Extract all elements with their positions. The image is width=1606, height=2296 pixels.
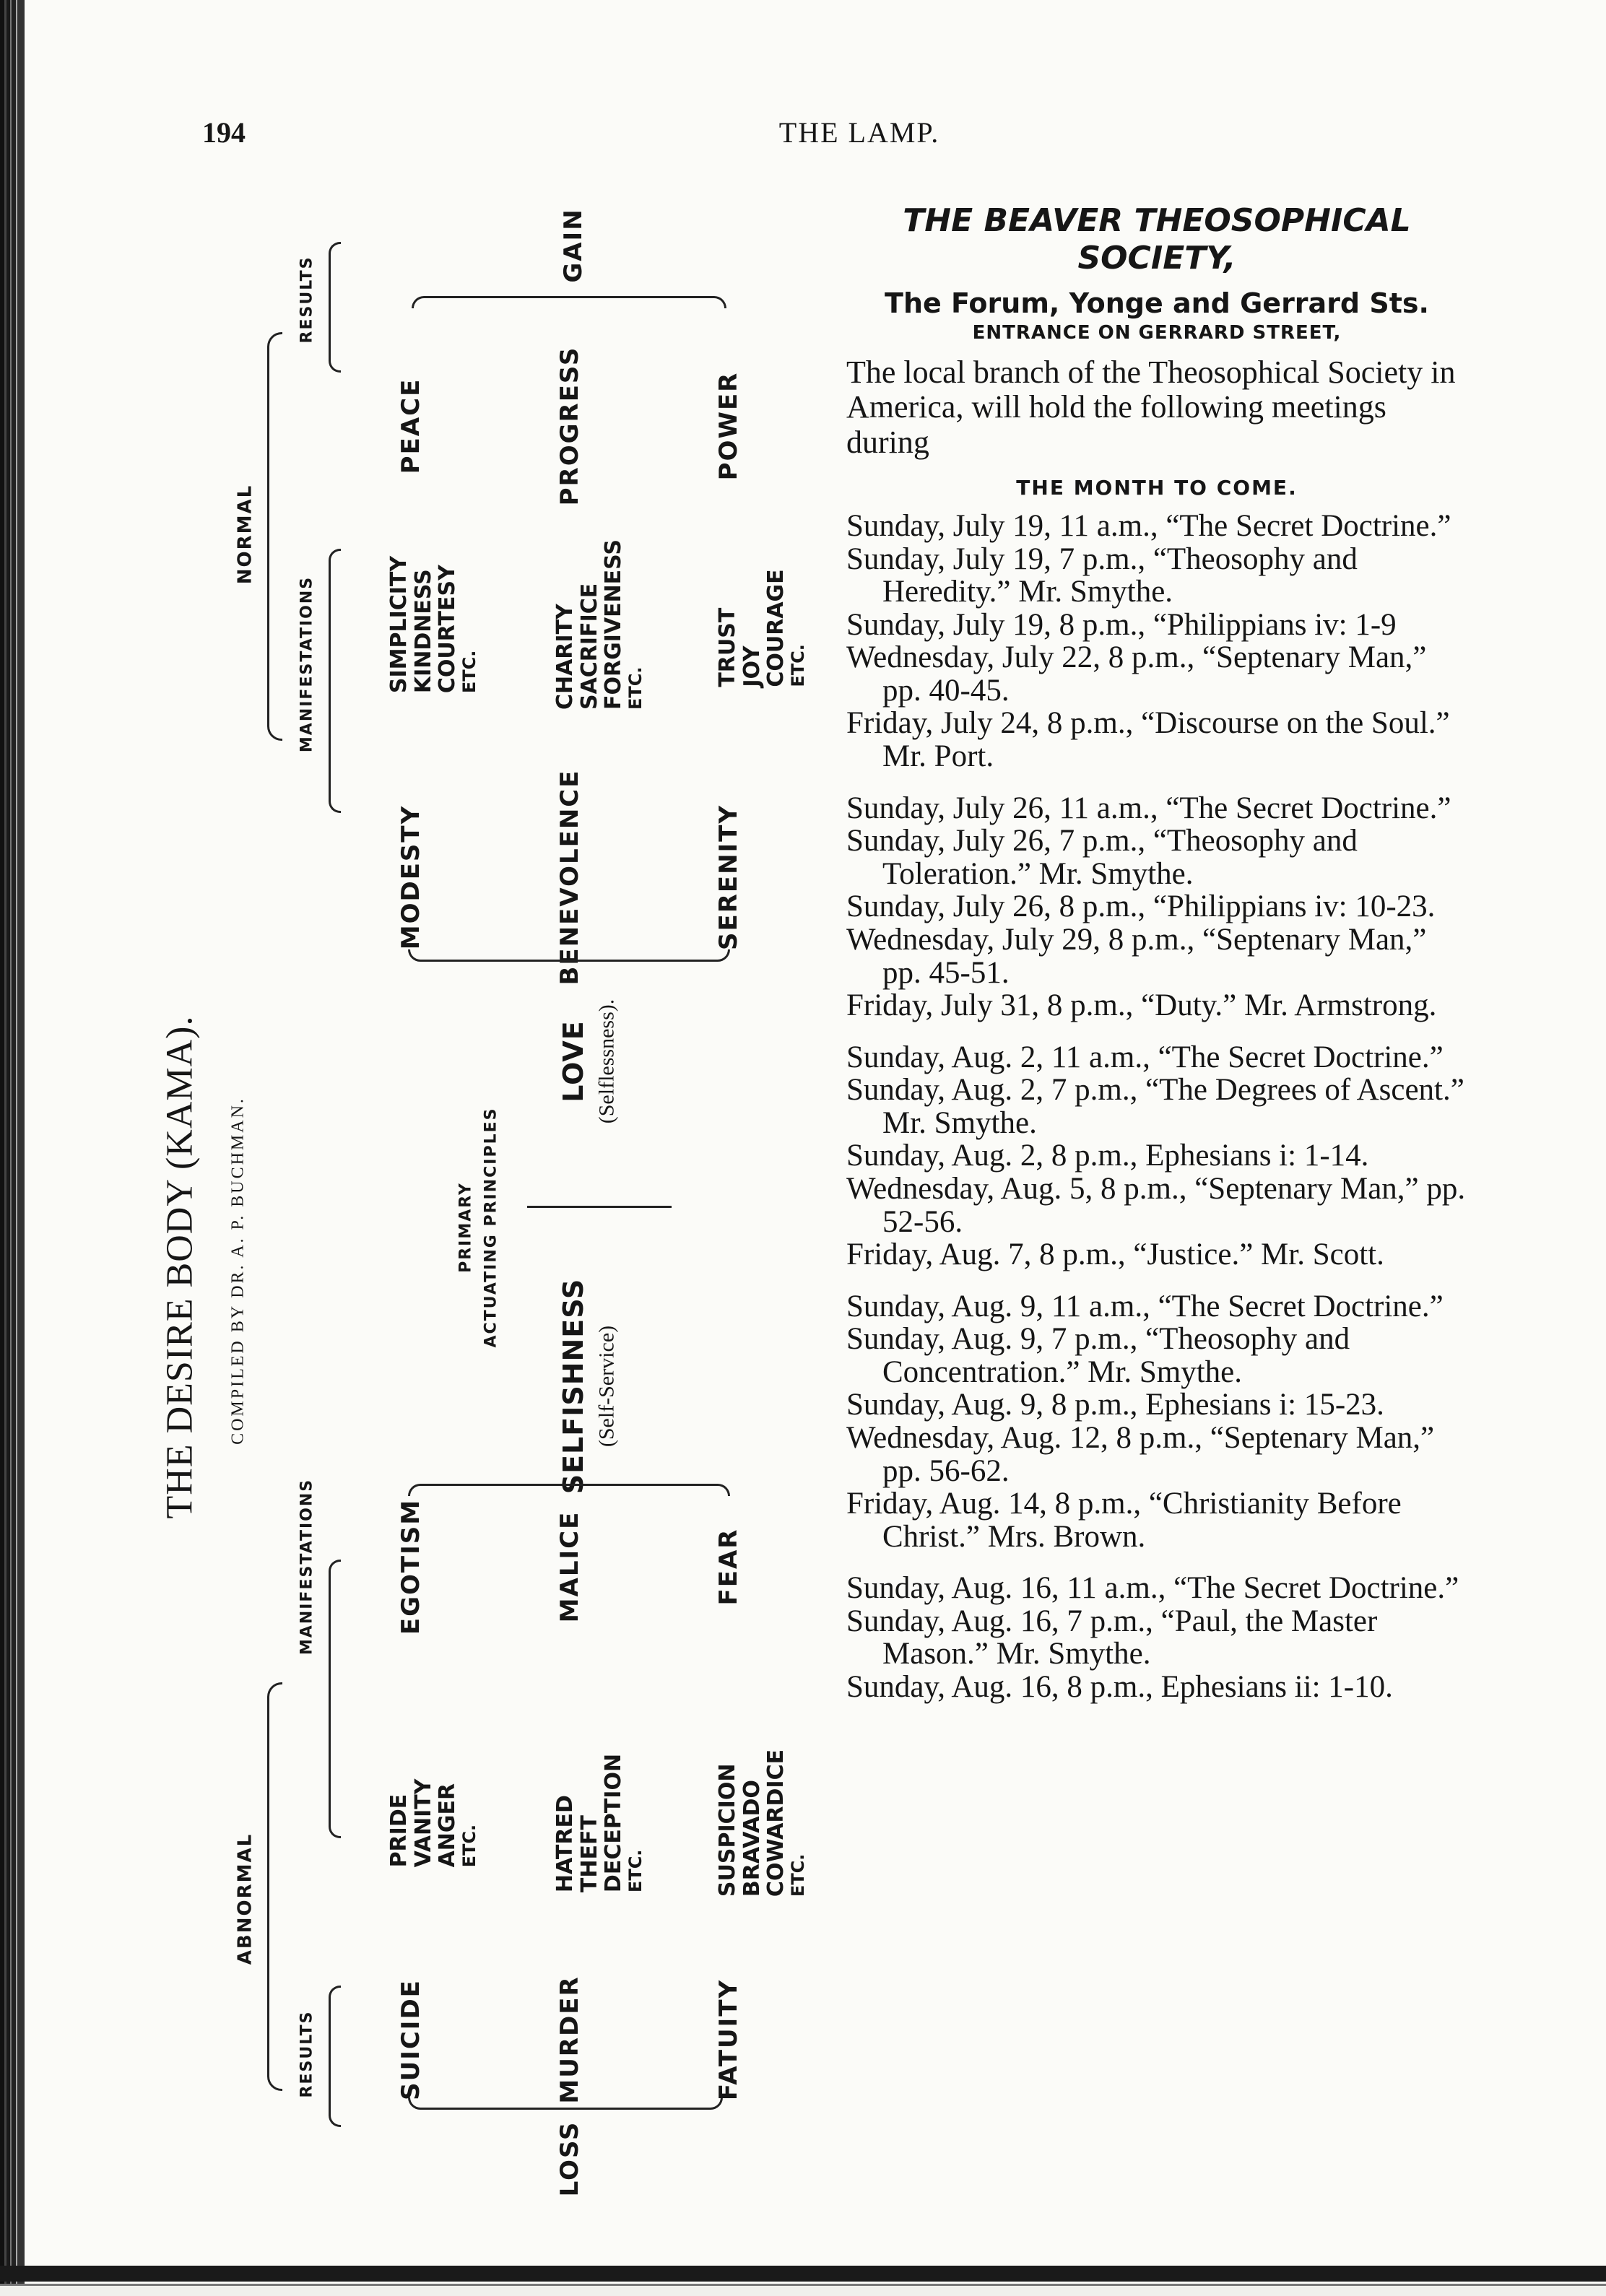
- abnormal-brace: [267, 1682, 282, 2091]
- virtues-brace: [408, 949, 730, 962]
- list-pride: [387, 1779, 479, 1868]
- bottom-rule: [0, 2266, 1606, 2282]
- selfishness-sub: (Self-Service): [594, 1325, 619, 1448]
- normal-manifestations-label: MANIFESTATIONS: [298, 575, 316, 753]
- diagram-title: THE DESIRE BODY (KAMA).: [159, 1015, 201, 1519]
- list-trust: [716, 569, 808, 687]
- item-etc: ETC.: [459, 1824, 479, 1868]
- result-peace: PEACE: [396, 378, 426, 474]
- meeting-entry: Sunday, July 19, 8 p.m., “Philippians iv: 1-9: [846, 607, 1397, 642]
- abnormal-results-label: RESULTS: [298, 2010, 316, 2098]
- diagram-credit: COMPILED BY DR. A. P. BUCHMAN.: [228, 1097, 248, 1445]
- society-name: THE BEAVER THEOSOPHICAL SOCIETY,: [903, 202, 1411, 277]
- list-suspicion: [716, 1749, 808, 1897]
- list-charity: [553, 539, 646, 710]
- meeting-entry: Sunday, July 26, 8 p.m., “Philippians iv: 10-23.: [846, 890, 1436, 924]
- intro-text: The local branch of the Theosophical Society in America, will hold the following meetings during: [846, 354, 1456, 460]
- item-pride: PRIDE: [386, 1793, 412, 1868]
- item-bravado: BRAVADO: [739, 1780, 765, 1897]
- meeting-entry: Sunday, July 26, 11 a.m., “The Secret Doctrine.”: [846, 791, 1451, 825]
- month-heading: THE MONTH TO COME.: [1016, 475, 1298, 500]
- item-etc: ETC.: [625, 666, 646, 710]
- meeting-entry: Sunday, Aug. 9, 8 p.m., Ephesians i: 15-23.: [846, 1388, 1384, 1422]
- abnormal-manifestations-label: MANIFESTATIONS: [298, 1478, 316, 1656]
- item-courtesy: COURTESY: [435, 565, 461, 694]
- item-forgiveness: FORGIVENESS: [601, 539, 627, 710]
- meeting-entry: Sunday, July 26, 7 p.m., “Theosophy and Toleration.” Mr. Smythe.: [846, 824, 1358, 891]
- abnormal-results-brace: [329, 1986, 341, 2127]
- loss-label: LOSS: [555, 2121, 585, 2197]
- meeting-entry: Sunday, Aug. 2, 7 p.m., “The Degrees of Ascent.” Mr. Smythe.: [846, 1073, 1464, 1140]
- meeting-entry: Sunday, Aug. 16, 8 p.m., Ephesians ii: 1-10.: [846, 1670, 1393, 1705]
- meeting-entry: Friday, July 31, 8 p.m., “Duty.” Mr. Armstrong.: [846, 988, 1437, 1023]
- item-theft: THEFT: [576, 1815, 602, 1893]
- meeting-entry: Wednesday, Aug. 12, 8 p.m., “Septenary Man,” pp. 56-62.: [846, 1421, 1435, 1488]
- vice-malice: MALICE: [555, 1510, 585, 1623]
- actuating-label: ACTUATING PRINCIPLES: [482, 1107, 500, 1348]
- item-charity: CHARITY: [552, 604, 578, 710]
- meeting-entry: Wednesday, July 22, 8 p.m., “Septenary Man,” pp. 40-45.: [846, 640, 1427, 708]
- selfishness-label: SELFISHNESS: [557, 1278, 590, 1495]
- item-cowardice: COWARDICE: [763, 1749, 789, 1897]
- principles-divider: [527, 1206, 672, 1208]
- list-simplicity: [387, 556, 479, 693]
- meeting-entry: Friday, July 24, 8 p.m., “Discourse on the Soul.” Mr. Port.: [846, 706, 1450, 774]
- abnormal-label: ABNORMAL: [234, 1832, 256, 1965]
- virtue-benevolence: BENEVOLENCE: [555, 769, 585, 986]
- society-address: The Forum, Yonge and Gerrard Sts.: [885, 287, 1429, 319]
- item-joy: JOY: [739, 645, 765, 687]
- vice-fear: FEAR: [714, 1528, 744, 1606]
- normal-results-brace: [329, 242, 341, 373]
- item-hatred: HATRED: [552, 1795, 578, 1893]
- love-sub: (Selflessness).: [594, 999, 619, 1124]
- result-murder: MURDER: [555, 1975, 585, 2104]
- page-number: 194: [202, 116, 246, 149]
- item-vanity: VANITY: [410, 1778, 436, 1868]
- result-progress: PROGRESS: [555, 346, 585, 506]
- gain-label: GAIN: [559, 208, 589, 283]
- item-etc: ETC.: [787, 1853, 808, 1897]
- list-hatred: [553, 1754, 646, 1892]
- vices-brace: [408, 1484, 730, 1496]
- item-suspicion: SUSPICION: [715, 1763, 741, 1897]
- running-head: THE LAMP.: [778, 116, 940, 149]
- meeting-entry: Friday, Aug. 14, 8 p.m., “Christianity Before Christ.” Mrs. Brown.: [846, 1487, 1402, 1554]
- page-header: [202, 116, 1459, 159]
- meeting-entry: Sunday, July 19, 7 p.m., “Theosophy and Heredity.” Mr. Smythe.: [846, 542, 1358, 609]
- meeting-entry: Sunday, Aug. 16, 11 a.m., “The Secret Doctrine.”: [846, 1571, 1459, 1606]
- item-trust: TRUST: [715, 607, 741, 687]
- item-deception: DECEPTION: [601, 1753, 627, 1893]
- desire-body-diagram: [137, 209, 874, 2195]
- bottom-edge: [0, 2284, 1606, 2296]
- meeting-entry: Friday, Aug. 7, 8 p.m., “Justice.” Mr. Scott.: [846, 1238, 1384, 1272]
- love-label: LOVE: [557, 1020, 590, 1103]
- meetings-list: [846, 510, 1467, 1704]
- result-suicide: SUICIDE: [396, 1979, 426, 2100]
- group-gap: [846, 1553, 1467, 1572]
- item-etc: ETC.: [459, 650, 479, 694]
- virtue-serenity: SERENITY: [714, 804, 744, 951]
- group-gap: [846, 1271, 1467, 1290]
- group-gap: [846, 773, 1467, 792]
- normal-manifest-brace: [329, 549, 341, 813]
- entrance-note: ENTRANCE ON GERRARD STREET,: [972, 321, 1342, 344]
- item-anger: ANGER: [435, 1783, 461, 1868]
- normal-results-label: RESULTS: [298, 256, 316, 344]
- abnormal-manifest-brace: [329, 1560, 341, 1838]
- normal-label: NORMAL: [234, 484, 256, 585]
- meeting-entry: Sunday, July 19, 11 a.m., “The Secret Doctrine.”: [846, 508, 1451, 543]
- item-etc: ETC.: [787, 644, 808, 687]
- meeting-entry: Sunday, Aug. 2, 8 p.m., Ephesians i: 1-14.: [846, 1139, 1369, 1173]
- normal-brace: [267, 332, 282, 741]
- scan-left-edge: [0, 0, 25, 2296]
- meeting-entry: Sunday, Aug. 9, 7 p.m., “Theosophy and Concentration.” Mr. Smythe.: [846, 1322, 1350, 1389]
- item-kindness: KINDNESS: [410, 569, 436, 694]
- item-simplicity: SIMPLICITY: [386, 555, 412, 694]
- item-etc: ETC.: [625, 1849, 646, 1893]
- meeting-entry: Sunday, Aug. 16, 7 p.m., “Paul, the Master Mason.” Mr. Smythe.: [846, 1604, 1378, 1671]
- vice-egotism: EGOTISM: [396, 1498, 426, 1635]
- primary-label: PRIMARY: [456, 1182, 475, 1273]
- virtue-modesty: MODESTY: [396, 804, 426, 950]
- result-fatuity: FATUITY: [714, 1978, 744, 2101]
- meeting-entry: Sunday, Aug. 9, 11 a.m., “The Secret Doctrine.”: [846, 1289, 1444, 1323]
- meeting-entry: Wednesday, July 29, 8 p.m., “Septenary Man,” pp. 45-51.: [846, 922, 1427, 990]
- gain-brace: [412, 296, 726, 308]
- group-gap: [846, 1022, 1467, 1041]
- meetings-notice: [846, 202, 1467, 1704]
- result-power: POWER: [714, 371, 744, 481]
- meeting-entry: Wednesday, Aug. 5, 8 p.m., “Septenary Man,” pp. 52-56.: [846, 1171, 1466, 1239]
- item-sacrifice: SACRIFICE: [576, 583, 602, 710]
- item-courage: COURAGE: [763, 569, 789, 687]
- meeting-entry: Sunday, Aug. 2, 11 a.m., “The Secret Doctrine.”: [846, 1040, 1444, 1074]
